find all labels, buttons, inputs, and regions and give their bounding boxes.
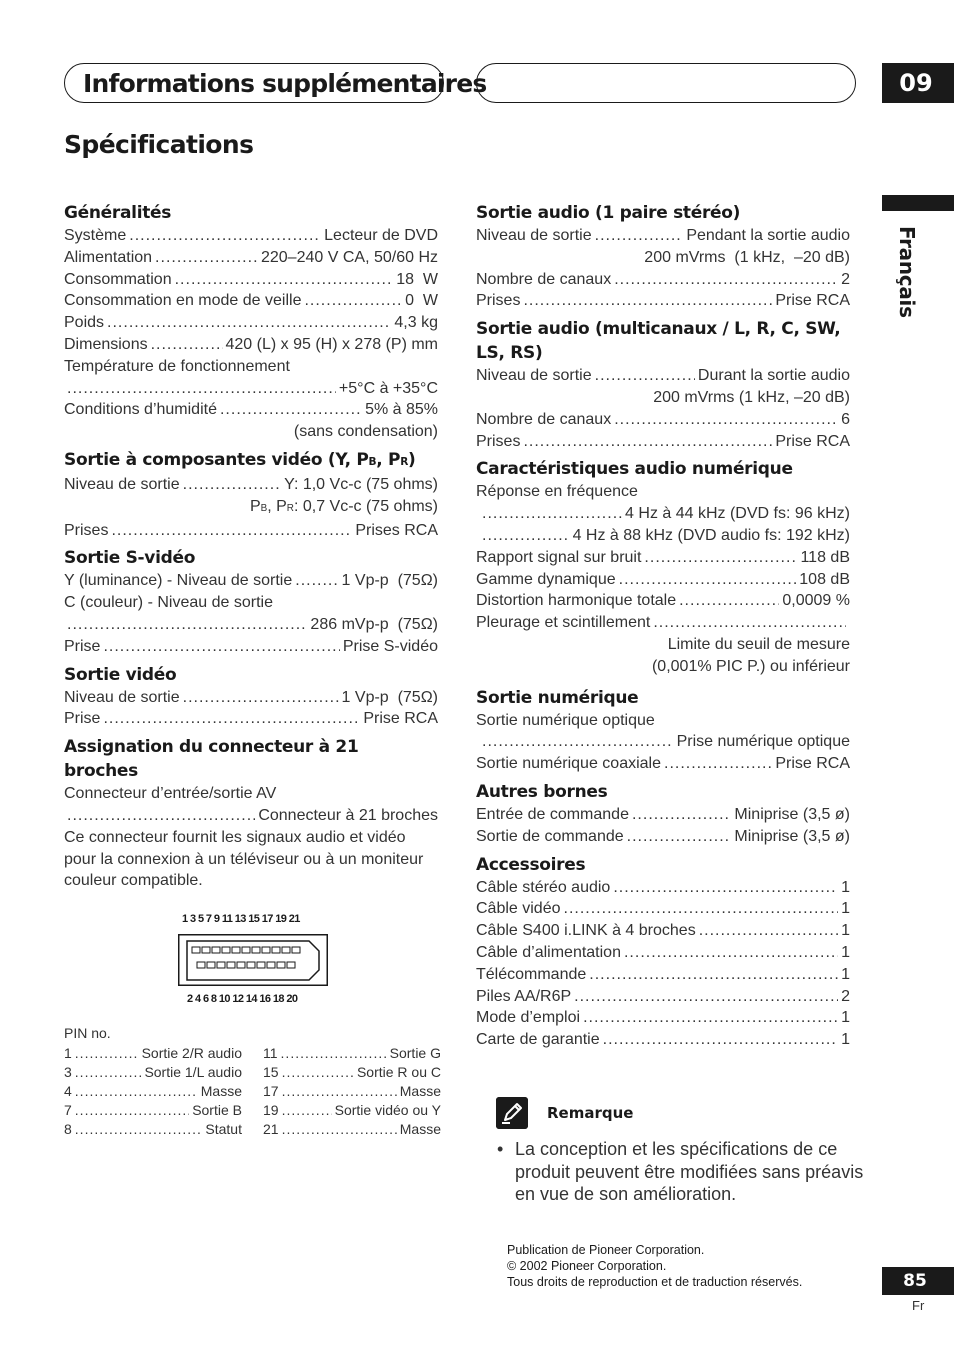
spec-row: Poids ..... 4,3 kg: [64, 312, 438, 334]
side-tab-bar: [882, 195, 954, 211]
pin-table-col1: [64, 1044, 242, 1139]
spec-row: Niveau de sortie ..... Y: 1,0 Vc-c (75 ohms): [64, 474, 438, 496]
spec-row: Pleurage et scintillement .....: [476, 612, 850, 634]
spec-row: Rapport signal sur bruit ..... 118 dB: [476, 547, 850, 569]
spec-row: ..... +5°C à +35°C: [64, 378, 438, 400]
spec-row: Conditions d’humidité ..... 5% à 85%: [64, 399, 438, 421]
heading-audio-numerique: Caractéristiques audio numérique: [476, 459, 793, 480]
spec-row: Prise ..... Prise S-vidéo: [64, 636, 438, 658]
spec-row: Distortion harmonique totale ..... 0,0009 %: [476, 590, 850, 612]
pin-numbers-even: 2 4 6 8 10 12 14 16 18 20: [187, 993, 298, 1005]
spec-row: Y (luminance) - Niveau de sortie ..... 1 Vp-p (75Ω): [64, 570, 438, 592]
list-item: Télécommande ..... 1: [476, 964, 850, 986]
list-item: Carte de garantie ..... 1: [476, 1029, 850, 1051]
scart-description: Ce connecteur fournit les signaux audio et vidéo pour la connexion à un téléviseur ou à un moniteur couleur compatible.: [64, 828, 424, 890]
spec-row: Niveau de sortie ..... Durant la sortie audio: [476, 365, 850, 387]
spec-note: 200 mVrms (1 kHz, –20 dB): [653, 388, 850, 406]
page-number: 85: [882, 1267, 954, 1295]
spec-row: Consommation en mode de veille ..... 0 W: [64, 290, 438, 312]
page-language: Fr: [912, 1298, 925, 1313]
pin-row: 3 ..... Sortie 1/L audio: [64, 1063, 242, 1082]
list-item: Mode d’emploi ..... 1: [476, 1007, 850, 1029]
list-item: Câble d’alimentation ..... 1: [476, 942, 850, 964]
spec-label: Connecteur d’entrée/sortie AV: [64, 785, 277, 803]
pin-row: 1 ..... Sortie 2/R audio: [64, 1044, 242, 1063]
spec-row: Prises ..... Prises RCA: [64, 520, 438, 542]
list-item: Câble stéréo audio ..... 1: [476, 877, 850, 899]
spec-note: Limite du seuil de mesure: [667, 635, 850, 653]
note-pencil-icon: [496, 1097, 528, 1129]
spec-row: ..... 4 Hz à 88 kHz (DVD audio fs: 192 kHz): [476, 525, 850, 547]
scart-connector-diagram: [178, 913, 328, 1013]
left-column: [64, 201, 438, 892]
note-title: Remarque: [547, 1104, 634, 1122]
rights-line: Tous droits de reproduction et de traduction réservés.: [507, 1275, 803, 1290]
spec-row: Nombre de canaux ..... 2: [476, 269, 850, 291]
pin-row: 19 ..... Sortie vidéo ou Y: [263, 1101, 441, 1120]
pin-row: 17 ..... Masse: [263, 1082, 441, 1101]
heading-svideo: Sortie S-vidéo: [64, 548, 196, 569]
heading-scart: Assignation du connecteur à 21 broches: [64, 737, 359, 782]
spec-row: ..... Prise numérique optique: [476, 731, 850, 753]
pin-row: 8 ..... Statut: [64, 1120, 242, 1139]
side-language-label: Français: [895, 226, 919, 318]
heading-autres-bornes: Autres bornes: [476, 781, 608, 802]
heading-sortie-numerique: Sortie numérique: [476, 687, 639, 708]
spec-row: Sortie de commande ..... Miniprise (3,5 ø): [476, 826, 850, 848]
pin-row: 11 ..... Sortie G: [263, 1044, 441, 1063]
spec-row: Prises ..... Prise RCA: [476, 290, 850, 312]
publication-line: Publication de Pioneer Corporation.: [507, 1243, 705, 1257]
spec-row: Dimensions ..... 420 (L) x 95 (H) x 278 (P) mm: [64, 334, 438, 356]
right-column: [476, 201, 850, 1051]
spec-row: Alimentation ..... 220–240 V CA, 50/60 Hz: [64, 247, 438, 269]
pin-table-col2: [263, 1044, 441, 1139]
section-header: [64, 63, 487, 103]
list-item: Câble S400 i.LINK à 4 broches ..... 1: [476, 920, 850, 942]
note-text: La conception et les spécifications de ce produit peuvent être modifiées sans préavis en vue de son amélioration.: [515, 1139, 864, 1204]
pin-row: 4 ..... Masse: [64, 1082, 242, 1101]
spec-note: PB, PR: 0,7 Vc-c (75 ohms): [249, 497, 438, 515]
spec-note: (sans condensation): [293, 423, 438, 441]
pin-row: 21 ..... Masse: [263, 1120, 441, 1139]
spec-row: Gamme dynamique ..... 108 dB: [476, 569, 850, 591]
spec-label: Température de fonctionnement: [64, 357, 290, 375]
heading-audio-stereo: Sortie audio (1 paire stéréo): [476, 203, 741, 223]
heading-composantes: Sortie à composantes vidéo (Y, PB, PR): [64, 449, 416, 470]
list-item: Câble vidéo ..... 1: [476, 898, 850, 920]
spec-note: (0,001% PIC P.) ou inférieur: [651, 657, 850, 675]
section-title: Informations supplémentaires: [83, 68, 487, 98]
spec-row: Sortie numérique coaxiale ..... Prise RCA: [476, 753, 850, 775]
pin-row: 15 ..... Sortie R ou C: [263, 1063, 441, 1082]
spec-row: Niveau de sortie ..... 1 Vp-p (75Ω): [64, 687, 438, 709]
spec-label: Réponse en fréquence: [476, 483, 638, 501]
pin-table-title: PIN no.: [64, 1025, 111, 1041]
spec-row: ..... Connecteur à 21 broches: [64, 805, 438, 827]
spec-row: Prise ..... Prise RCA: [64, 708, 438, 730]
copyright-line: © 2002 Pioneer Corporation.: [507, 1259, 667, 1274]
spec-row: ..... 4 Hz à 44 kHz (DVD fs: 96 kHz): [476, 503, 850, 525]
chapter-number: 09: [882, 63, 954, 103]
spec-row: Entrée de commande ..... Miniprise (3,5 ø): [476, 804, 850, 826]
spec-row: Système ..... Lecteur de DVD: [64, 225, 438, 247]
publication-info: [507, 1242, 802, 1291]
bullet: •: [497, 1139, 504, 1159]
spec-row: Consommation ..... 18 W: [64, 269, 438, 291]
spec-label: Sortie numérique optique: [476, 711, 655, 729]
spec-note: 200 mVrms (1 kHz, –20 dB): [644, 248, 850, 266]
heading-video: Sortie vidéo: [64, 664, 177, 685]
spec-row: Nombre de canaux ..... 6: [476, 409, 850, 431]
spec-row: Prises ..... Prise RCA: [476, 431, 850, 453]
heading-generalites: Généralités: [64, 203, 172, 223]
page-title: Spécifications: [64, 130, 254, 159]
header-blank-pill: [476, 63, 856, 103]
spec-row: ..... 286 mVp-p (75Ω): [64, 614, 438, 636]
heading-accessoires: Accessoires: [476, 854, 586, 875]
pin-numbers-odd: 1 3 5 7 9 11 13 15 17 19 21: [182, 913, 300, 925]
pin-row: 7 ..... Sortie B: [64, 1101, 242, 1120]
spec-row: Niveau de sortie ..... Pendant la sortie audio: [476, 225, 850, 247]
spec-label: C (couleur) - Niveau de sortie: [64, 594, 273, 612]
list-item: Piles AA/R6P ..... 2: [476, 986, 850, 1008]
scart-connector-icon: [178, 934, 328, 986]
heading-audio-multicanaux: Sortie audio (multicanaux / L, R, C, SW, LS, RS): [476, 319, 841, 364]
